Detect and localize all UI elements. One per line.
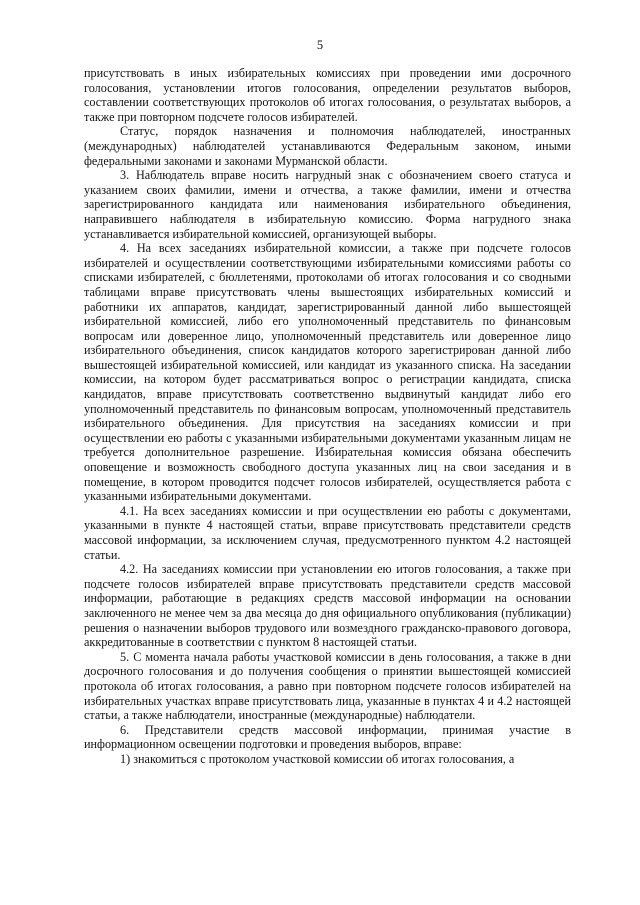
paragraph-5-polling-day: 5. С момента начала работы участковой комиссии в день голосования, а также в дни досрочного голосования и до получения сообщения о принятии вышестоящей комиссией протокола об итогах голосования, а равно при повторном подсчете голосов избирателей на избирательных участках вправе присутствовать лица, указанные в пунктах 4 и 4.2 настоящей статьи, а также наблюдатели, иностранные (международные) наблюдатели. [84,649,571,723]
paragraph-continuation: присутствовать в иных избирательных комиссиях при проведении ими досрочного голосования, установлении итогов голосования, определении результатов выборов, составлении соответствующих протоколов об итогах голосования, о результатах выборов, а также при повторном подсчете голосов избирателей. [84,66,571,124]
paragraph-4-1-media: 4.1. На всех заседаниях комиссии и при осуществлении ею работы с документами, указанными в пункте 4 настоящей статьи, вправе присутствовать представители средств массовой информации, за исключением случая, предусмотренного пунктом 4.2 настоящей статьи. [84,503,571,562]
paragraph-6-item-1: 1) знакомиться с протоколом участковой комиссии об итогах голосования, а [120,751,515,766]
page-number: 5 [316,38,324,52]
paragraph-3-badge: 3. Наблюдатель вправе носить нагрудный знак с обозначением своего статуса и указанием своих фамилии, имени и отчества, а также фамилии, имени и отчества зарегистрированного кандидата или наименования избирательного объединения, направившего наблюдателя в избирательную комиссию. Форма нагрудного знака устанавливается избирательной комиссией, организующей выборы. [84,168,571,241]
paragraph-6-media-rights: 6. Представители средств массовой информации, принимая участие в информационном освещении подготовки и проведения выборов, вправе: [84,722,571,752]
document-body [84,66,571,767]
paragraph-4-2-media-counting: 4.2. На заседаниях комиссии при установлении ею итогов голосования, а также при подсчете голосов избирателей вправе присутствовать представители средств массовой информации, работающие в редакциях средств массовой информации на основании заключенного не менее чем за два месяца до дня официального опубликования (публикации) решения о назначении выборов трудового или возмездного гражданско-правового договора, аккредитованные в соответствии с пунктом 8 настоящей статьи. [84,562,571,650]
paragraph-4-meetings: 4. На всех заседаниях избирательной комиссии, а также при подсчете голосов избирателей и осуществлении соответствующими избирательными комиссиями работы со списками избирателей, с бюллетенями, протоколами об итогах голосования и со сводными таблицами вправе присутствовать члены вышестоящих избирательных комиссий и работники их аппаратов, кандидат, зарегистрированный данной либо вышестоящей избирательной комиссией, либо его уполномоченный представитель по финансовым вопросам или доверенное лицо, уполномоченный представитель или доверенное лицо избирательного объединения, список кандидатов которого зарегистрирован данной либо вышестоящей избирательной комиссией, или кандидат из указанного списка. На заседании комиссии, на котором будет рассматриваться вопрос о регистрации кандидата, списка кандидатов, вправе присутствовать соответственно выдвинутый кандидат либо его уполномоченный представитель по финансовым вопросам, уполномоченный представитель избирательного объединения. Для присутствия на заседаниях комиссии и при осуществлении ею работы с указанными избирательными документами указанным лицам не требуется дополнительное разрешение. Избирательная комиссия обязана обеспечить оповещение и возможность свободного доступа указанных лиц на свои заседания и в помещение, в котором проводится подсчет голосов избирателей, осуществляется работа с указанными избирательными документами. [84,241,571,504]
paragraph-observer-status: Статус, порядок назначения и полномочия наблюдателей, иностранных (международных) наблюдателей устанавливаются Федеральным законом, иными федеральными законами и законами Мурманской области. [84,124,571,168]
